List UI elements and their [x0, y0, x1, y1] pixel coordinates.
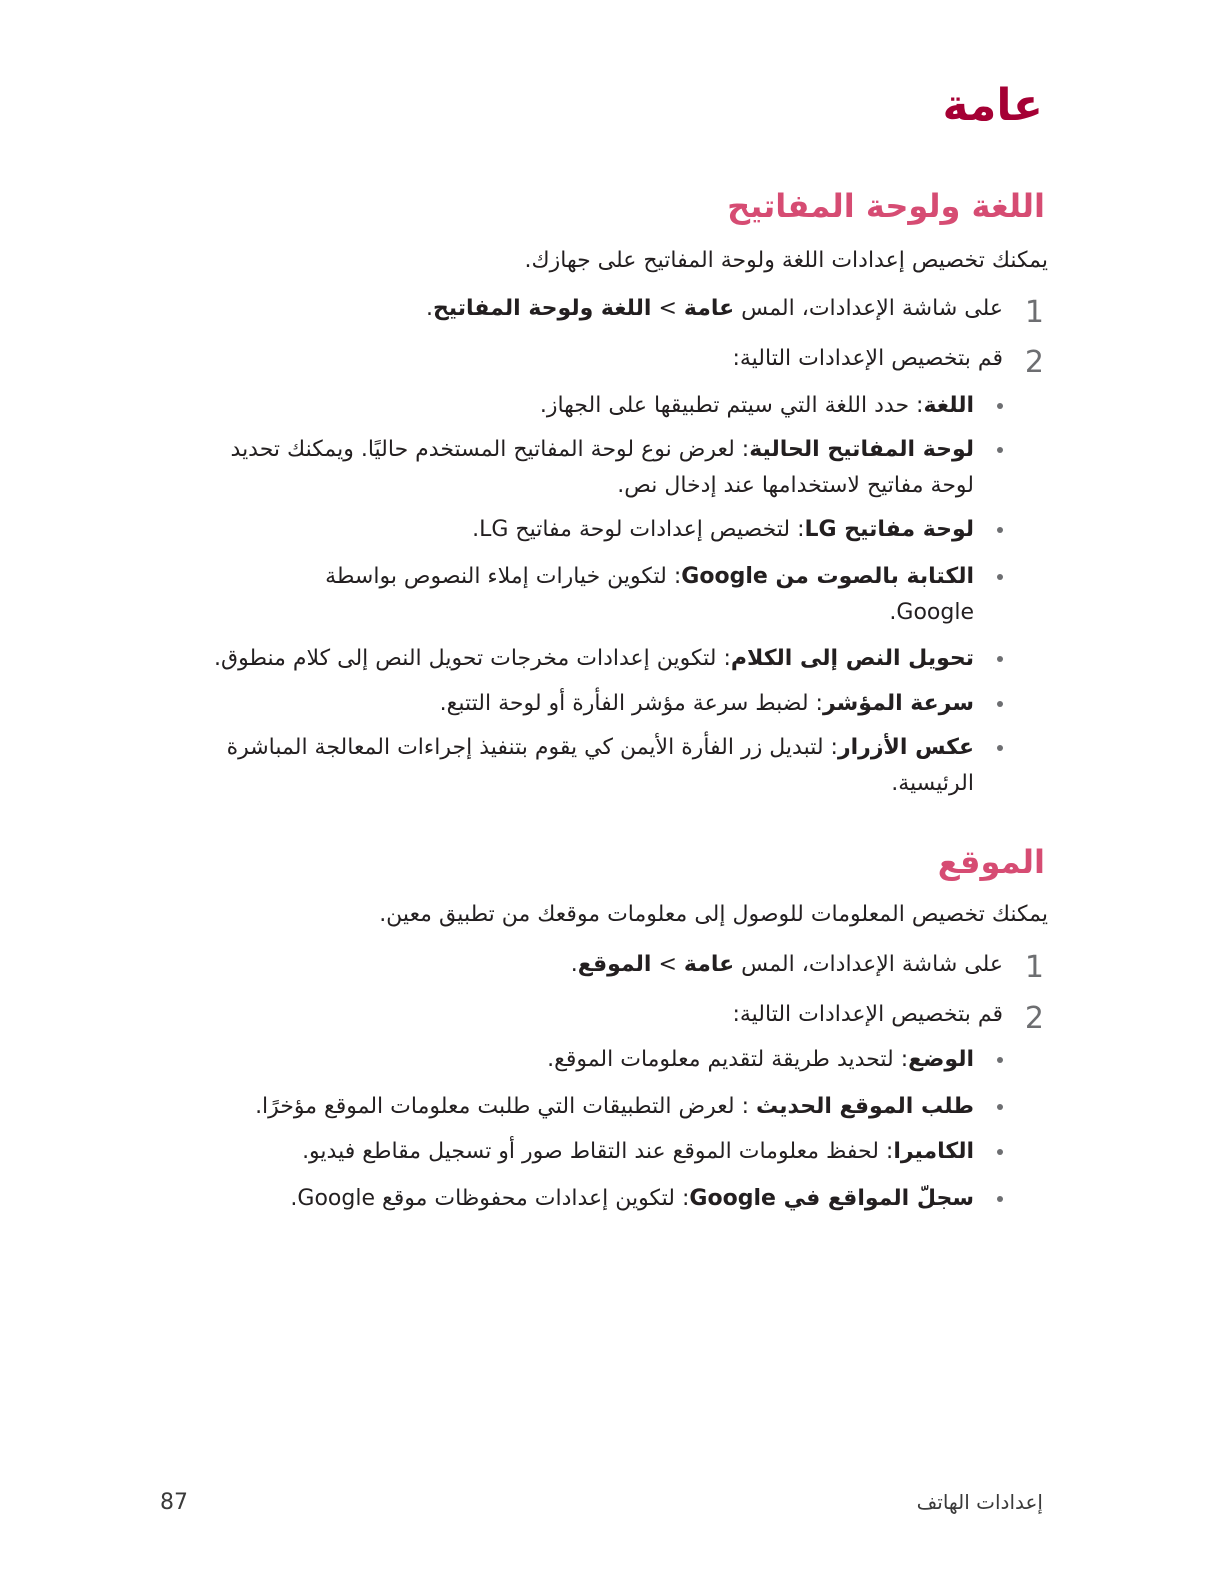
list-item: تحويل النص إلى الكلام: لتكوين إعدادات مخرجات تحويل النص إلى كلام منطوق.: [214, 646, 974, 671]
bullet-icon: [997, 527, 1003, 533]
step-instruction: قم بتخصيص الإعدادات التالية:: [732, 1002, 1003, 1027]
bullet-icon: [997, 1196, 1003, 1202]
bullet-icon: [997, 1149, 1003, 1155]
section-intro: يمكنك تخصيص المعلومات للوصول إلى معلومات موقعك من تطبيق معين.: [379, 902, 1048, 927]
step-instruction: على شاشة الإعدادات، المس عامة > الموقع.: [570, 952, 1003, 977]
list-item: طلب الموقع الحديث : لعرض التطبيقات التي طلبت معلومات الموقع مؤخرًا.: [255, 1094, 974, 1119]
list-item-continuation: لوحة مفاتيح لاستخدامها عند إدخال نص.: [617, 473, 974, 498]
bullet-icon: [997, 1057, 1003, 1063]
bullet-icon: [997, 403, 1003, 409]
bullet-icon: [997, 745, 1003, 751]
bullet-icon: [997, 574, 1003, 580]
list-item: سجلّ المواقع في Google: لتكوين إعدادات محفوظات موقع Google.: [290, 1186, 974, 1211]
list-item: عكس الأزرار: لتبديل زر الفأرة الأيمن كي يقوم بتنفيذ إجراءات المعالجة المباشرة: [226, 735, 974, 760]
step-number: 1: [1024, 950, 1044, 985]
list-item-continuation: الرئيسية.: [891, 771, 974, 796]
chapter-title: إعدادات الهاتف: [916, 1490, 1043, 1514]
section-title-language-keyboard: اللغة ولوحة المفاتيح: [727, 187, 1045, 225]
section-title-location: الموقع: [937, 843, 1045, 881]
list-item: لوحة المفاتيح الحالية: لعرض نوع لوحة المفاتيح المستخدم حاليًا. ويمكنك تحديد: [230, 437, 974, 462]
bullet-icon: [997, 447, 1003, 453]
bullet-icon: [997, 1104, 1003, 1110]
bullet-icon: [997, 701, 1003, 707]
step-number: 1: [1024, 295, 1044, 330]
list-item: لوحة مفاتيح LG: لتخصيص إعدادات لوحة مفاتيح LG.: [472, 517, 974, 542]
list-item: سرعة المؤشر: لضبط سرعة مؤشر الفأرة أو لوحة التتبع.: [439, 691, 974, 716]
list-item: الكاميرا: لحفظ معلومات الموقع عند التقاط صور أو تسجيل مقاطع فيديو.: [302, 1139, 974, 1164]
step-instruction: على شاشة الإعدادات، المس عامة > اللغة ولوحة المفاتيح.: [425, 296, 1003, 321]
list-item: اللغة: حدد اللغة التي سيتم تطبيقها على الجهاز.: [539, 393, 974, 418]
step-number: 2: [1024, 345, 1044, 380]
step-number: 2: [1024, 1001, 1044, 1036]
page-number: 87: [160, 1490, 188, 1515]
section-intro: يمكنك تخصيص إعدادات اللغة ولوحة المفاتيح على جهازك.: [524, 248, 1048, 273]
bullet-icon: [997, 656, 1003, 662]
list-item-continuation: Google.: [889, 600, 974, 625]
list-item: الوضع: لتحديد طريقة لتقديم معلومات الموقع.: [547, 1047, 974, 1072]
step-instruction: قم بتخصيص الإعدادات التالية:: [732, 346, 1003, 371]
list-item: الكتابة بالصوت من Google: لتكوين خيارات إملاء النصوص بواسطة: [325, 564, 974, 589]
page-title: عامة: [942, 80, 1043, 131]
